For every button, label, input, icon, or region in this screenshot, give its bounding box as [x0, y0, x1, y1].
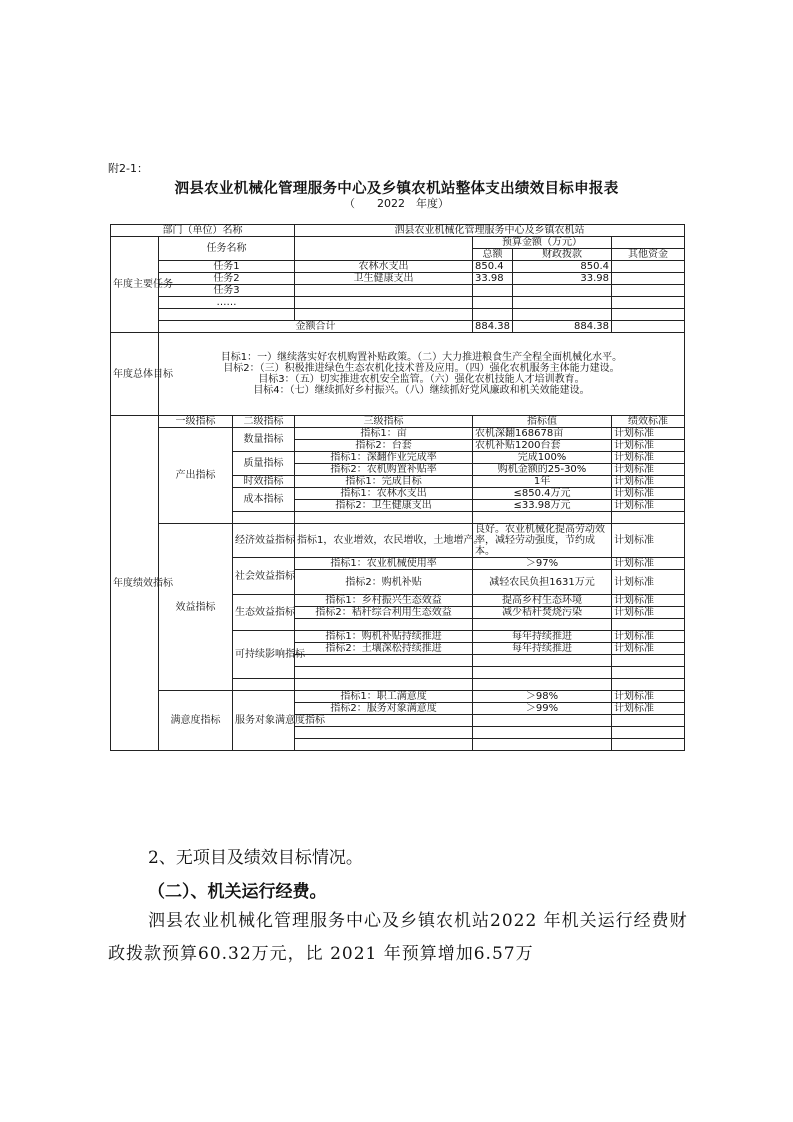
indicator-value: 农机补贴1200台套: [473, 440, 612, 452]
indicator-standard: 计划标准: [612, 703, 685, 715]
indicator-standard: 计划标准: [612, 643, 685, 655]
annual-tasks-label: 年度主要任务: [111, 237, 159, 333]
task-name-label: 任务名称: [159, 237, 295, 261]
task-fiscal: 850.4: [513, 261, 612, 273]
goal-item: 目标2：（三）积极推进绿色生态农机化技术普及应用。（四）强化农机服务主体能力建设。: [223, 363, 620, 374]
indicator-name: 指标1：农业机械使用率: [295, 558, 473, 570]
task-total: 33.98: [473, 273, 513, 285]
indicator-value: 农机深翻168678亩: [473, 428, 612, 440]
sum-fiscal: 884.38: [513, 321, 612, 333]
social-label: 社会效益指标: [233, 558, 295, 595]
indicator-name: 指标1：乡村振兴生态效益: [295, 595, 473, 607]
task-row: [111, 297, 685, 309]
goals-row: [111, 333, 685, 416]
task-row: [111, 273, 685, 285]
sum-label: 金额合计: [159, 321, 473, 333]
perf-label: 年度绩效指标: [111, 416, 159, 751]
indicator-standard: 计划标准: [612, 595, 685, 607]
section-line-1: 2、无项目及绩效目标情况。: [148, 848, 363, 868]
task-row: [111, 285, 685, 297]
overall-goal-label: 年度总体目标: [111, 333, 159, 416]
goal-item: 目标1：一）继续落实好农机购置补贴政策。（二）大力推进粮食生产全程全面机械化水平。: [220, 352, 623, 363]
sustain-label: 可持续影响指标: [233, 631, 295, 679]
task-name: 任务1: [159, 261, 295, 273]
indicator-row: [111, 428, 685, 440]
indicator-value: 减少秸秆焚烧污染: [473, 607, 612, 619]
indicator-name: 指标1，农业增效，农民增收，土地增产。: [295, 524, 473, 558]
output-label: 产出指标: [159, 428, 233, 524]
task-other: [612, 285, 685, 297]
indicator-name: 指标2：卫生健康支出: [295, 500, 473, 512]
task-fiscal: [513, 297, 612, 309]
sum-total: 884.38: [473, 321, 513, 333]
task-other: [612, 261, 685, 273]
indicator-standard: 计划标准: [612, 500, 685, 512]
task-row: [111, 261, 685, 273]
time-label: 时效指标: [233, 476, 295, 488]
indicator-name: 指标1：亩: [295, 428, 473, 440]
col-value: 指标值: [473, 416, 612, 428]
goals-cell: [159, 333, 685, 416]
indicator-name: 指标2：服务对象满意度: [295, 703, 473, 715]
task-name: 任务3: [159, 285, 295, 297]
dept-label: 部门（单位）名称: [111, 225, 295, 237]
indicator-name: 指标2：购机补贴: [295, 570, 473, 595]
indicator-value: ＞97%: [473, 558, 612, 570]
indicator-value: 减轻农民负担1631万元: [473, 570, 612, 595]
fiscal-label: 财政拨款: [513, 249, 612, 261]
task-name: ……: [159, 297, 295, 309]
indicator-standard: 计划标准: [612, 452, 685, 464]
indicator-standard: 计划标准: [612, 631, 685, 643]
col-level1: 一级指标: [159, 416, 233, 428]
indicator-value: ≤850.4万元: [473, 488, 612, 500]
indicator-standard: 计划标准: [612, 488, 685, 500]
task-total: [473, 285, 513, 297]
budget-label: 预算金额（万元）: [473, 237, 612, 249]
indicator-name: 指标1：农林水支出: [295, 488, 473, 500]
indicator-name: 指标2：台套: [295, 440, 473, 452]
indicator-name: 指标1：购机补贴持续推进: [295, 631, 473, 643]
cost-label: 成本指标: [233, 488, 295, 512]
indicator-standard: 计划标准: [612, 476, 685, 488]
indicator-name: 指标2：农机购置补贴率: [295, 464, 473, 476]
indicator-name: 指标1：深翻作业完成率: [295, 452, 473, 464]
task-content: 卫生健康支出: [295, 273, 473, 285]
task-other: [612, 273, 685, 285]
task-content: [295, 297, 473, 309]
indicator-value: 每年持续推进: [473, 643, 612, 655]
indicator-standard: 计划标准: [612, 464, 685, 476]
task-name: 任务2: [159, 273, 295, 285]
indicator-value: 购机金额的25-30%: [473, 464, 612, 476]
indicator-standard: 计划标准: [612, 691, 685, 703]
indicator-value: 完成100%: [473, 452, 612, 464]
quality-label: 质量指标: [233, 452, 295, 476]
section-heading: （二）、机关运行经费。: [148, 882, 327, 902]
indicator-value: 1年: [473, 476, 612, 488]
benefit-label: 效益指标: [159, 524, 233, 691]
indicator-value: ≤33.98万元: [473, 500, 612, 512]
indicator-standard: 计划标准: [612, 607, 685, 619]
indicator-standard: 计划标准: [612, 440, 685, 452]
task-other: [612, 297, 685, 309]
task-fiscal: [513, 285, 612, 297]
page-title: 泗县农业机械化管理服务中心及乡镇农机站整体支出绩效目标申报表: [174, 181, 619, 197]
dept-row: [111, 225, 685, 237]
performance-table: [110, 224, 685, 751]
indicator-standard: 计划标准: [612, 428, 685, 440]
indicator-name: 指标1：职工满意度: [295, 691, 473, 703]
col-level2: 二级指标: [233, 416, 295, 428]
indicator-value: 每年持续推进: [473, 631, 612, 643]
indicator-name: 指标2：秸秆综合利用生态效益: [295, 607, 473, 619]
body-paragraph: 泗县农业机械化管理服务中心及乡镇农机站2022 年机关运行经费财政拨款预算60.32万元，比 2021 年预算增加6.57万: [108, 911, 688, 964]
annex-label: 附2-1：: [108, 162, 148, 175]
indicator-standard: 计划标准: [612, 524, 685, 558]
service-label: 服务对象满意度指标: [233, 691, 295, 751]
indicator-standard: 计划标准: [612, 570, 685, 595]
indicator-value: 提高乡村生态环境: [473, 595, 612, 607]
task-row-empty: [111, 309, 685, 321]
indicator-value: ＞98%: [473, 691, 612, 703]
budget-spacer: [612, 237, 685, 249]
task-total: [473, 297, 513, 309]
task-content: [295, 285, 473, 297]
col-standard: 绩效标准: [612, 416, 685, 428]
task-fiscal: 33.98: [513, 273, 612, 285]
indicator-row: [111, 691, 685, 703]
goal-item: 目标4：（七）继续抓好乡村振兴。（八）继续抓好党风廉政和机关效能建设。: [253, 385, 590, 396]
dept-value: 泗县农业机械化管理服务中心及乡镇农机站: [295, 225, 685, 237]
satisfaction-label: 满意度指标: [159, 691, 233, 751]
eco-label: 生态效益指标: [233, 595, 295, 631]
indicator-name: 指标2：土壤深松持续推进: [295, 643, 473, 655]
total-label: 总额: [473, 249, 513, 261]
task-content: 农林水支出: [295, 261, 473, 273]
year-subtitle: （ 2022 年度）: [344, 197, 449, 210]
indicator-name: 指标1：完成目标: [295, 476, 473, 488]
indicator-value: 良好。农业机械化提高劳动效率，减轻劳动强度，节约成本。: [473, 524, 612, 558]
sum-row: [111, 321, 685, 333]
indicator-standard: 计划标准: [612, 558, 685, 570]
other-label: 其他资金: [612, 249, 685, 261]
col-level3: 三级指标: [295, 416, 473, 428]
economic-label: 经济效益指标: [233, 524, 295, 558]
indicator-value: ＞99%: [473, 703, 612, 715]
task-total: 850.4: [473, 261, 513, 273]
task-content-header: [295, 237, 473, 261]
quantity-label: 数量指标: [233, 428, 295, 452]
goal-item: 目标3：（五）切实推进农机安全监管。（六）强化农机技能人才培训教育。: [258, 374, 585, 385]
